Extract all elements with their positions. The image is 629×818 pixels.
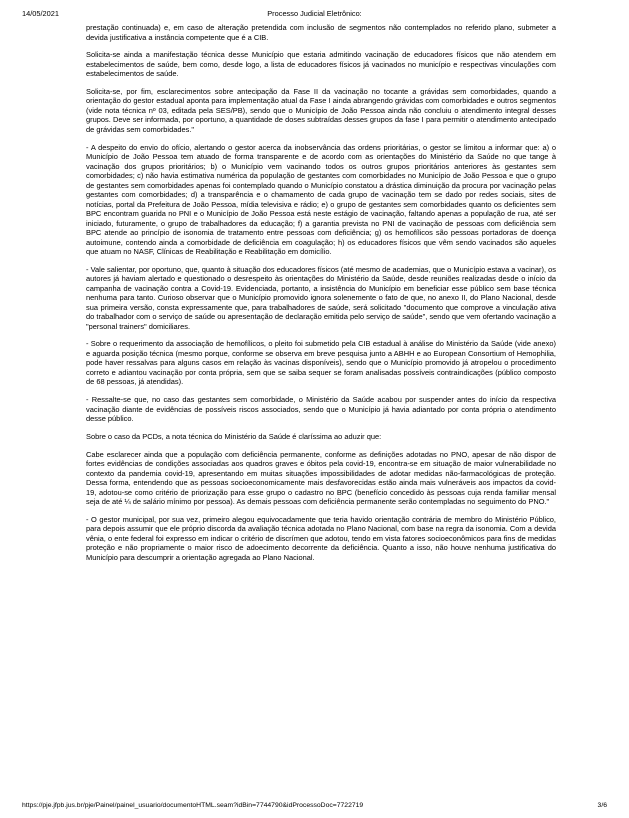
print-date: 14/05/2021 <box>22 9 59 18</box>
page-title: Processo Judicial Eletrônico: <box>267 9 362 18</box>
paragraph: Solicita-se, por fim, esclarecimentos sobre antecipação da Fase II da vacinação no tocante a grávidas sem comorbidades, quando a orientação do gestor estadual aponta para implementação atual da Fase I ainda abrangendo grávidas com comorbidades e outros segmentos (vide nota técnica nº 03, editada pela SES/PB), sendo que o Município de João Pessoa ainda não concluiu o atendimento integral desses grupos. Deve ser informada, por oportuno, a quantidade de doses subtraídas desses grupos da fase I para permitir o atendimento antecipado de grávidas sem comorbidades." <box>86 86 556 134</box>
paragraph: - Sobre o requerimento da associação de hemofílicos, o pleito foi submetido pela CIB estadual à análise do Ministério da Saúde (vide anexo) e aguarda posição técnica (mesmo porque, conforme se observa em breve pesquisa junto a ABHH e ao European Consortium of Hemophilia, pode haver ressalvas para alguns casos em relação às vacinas disponíveis), sendo que o Município promovido já atropelou o procedimento correto e adiantou vacinação por conta própria, sem que se saiba sequer se foram analisadas possíveis contraindicações (público composto de 68 pessoas, já atendidas). <box>86 339 556 387</box>
paragraph: - O gestor municipal, por sua vez, primeiro alegou equivocadamente que teria havido orientação contrária de membro do Ministério Público, para depois assumir que ele próprio discorda da avaliação técnica adotada no Plano Nacional, com base na regra da isonomia. Com a devida vênia, o ente federal foi expresso em indicar o critério de discrímen que adotou, tendo em vista fatores socioeconômicos para fins de medidas proteção e não propriamente o maior risco de adoecimento decorrente da deficiência. Quanto a isso, não houve nenhuma justificativa do Município para descumprir a orientação agregada ao Plano Nacional. <box>86 514 556 562</box>
paragraph: - A despeito do envio do ofício, alertando o gestor acerca da inobservância das ordens prioritárias, o gestor se limitou a informar que: a) o Município de João Pessoa tem atuado de forma transparente e de acordo com as orientações do Ministério da Saúde no que tange à vacinação dos grupos prioritários; b) o Município vem vacinando todos os outros grupos prioritários anteriores às gestantes sem comorbidades; c) não havia estimativa numérica da população de gestantes com comorbidades no Município de João Pessoa e que o grupo de gestantes sem comorbidades apenas foi contemplado quando o Município constatou a drástica diminuição da procura por vacinação pelas gestantes com comorbidades; d) a transparência e o chamamento de cada grupo de vacinação tem se dado por redes sociais, sites de notícias, portal da Prefeitura de João Pessoa, mídia televisiva e rádio; e) o grupo de gestantes sem comorbidades quanto os deficientes sem BPC encontram guarida no PNI e o Município de João Pessoa está neste estágio de vacinação, faltando apenas a população de rua, até ser iniciado, futuramente, o grupo de trabalhadores da educação; f) a garantia prevista no PNI de vacinação de pessoas com deficiência sem BPC atende ao princípio de isonomia de tratamento entre pessoas com deficiência; g) os hemofílicos são pessoas portadoras de doença autoimune, contendo ainda a comorbidade de deficiência em coagulação; h) os educadores físicos que vêm sendo vacinados são aqueles que atuam no NASF, Clínicas de Reabilitação e Reabilitação em domicílio. <box>86 142 556 257</box>
quoted-paragraph: Cabe esclarecer ainda que a população com deficiência permanente, conforme as definições adotadas no PNO, apesar de não dispor de fortes evidências de condições associadas aos quadros graves e óbitos pela covid-19, encontra-se em situação de maior vulnerabilidade no contexto da pandemia covid-19, apresentando em muitas situações impossibilidades de adotar medidas não-farmacológicas de proteção. Dessa forma, entendendo que as pessoas socioeconomicamente mais desfavorecidas estão ainda mais vulneráveis aos impactos da covid-19, adotou-se como critério de priorização para esse grupo o cadastro no BPC (benefício concedido às pessoas cuja renda familiar mensal seja de até ¼ de salário mínimo por pessoa). As demais pessoas com deficiência permanente serão contempladas no seguimento do PNO." <box>86 449 556 506</box>
document-body <box>86 23 556 570</box>
paragraph: - Vale salientar, por oportuno, que, quanto à situação dos educadores físicos (até mesmo de academias, que o Município estava a vacinar), os autores já haviam alertado e questionado o desrespeito às orientações do Ministério da Saúde, desde reuniões realizadas desde o início da campanha de vacinação contra a Covid-19. Evidenciada, portanto, a insistência do Município em beneficiar esse público sem base técnica nenhuma para tanto. Curioso observar que o Município promovido ignora solenemente o fato de que, no anexo II, do Plano Nacional, desde sua primeira versão, consta expressamente que, para trabalhadores de saúde, será solicitado "documento que comprove a vinculação ativa do trabalhador com o serviço de saúde ou apresentação de declaração emitida pelo serviço de saúde", sendo que vem ofertando vacinação a "personal trainers" domiciliares. <box>86 264 556 331</box>
page-footer <box>22 800 607 812</box>
paragraph: Solicita-se ainda a manifestação técnica desse Município que estaria admitindo vacinação de educadores físicos que não atendem em estabelecimentos de saúde, bem como, desde logo, a lista de educadores físicos já vacinados no município e respectivas vinculações com estabelecimentos de saúde. <box>86 50 556 79</box>
document-url: https://pje.jfpb.jus.br/pje/Painel/painel_usuario/documentoHTML.seam?idBin=7744790&idProcessoDoc=7722719 <box>22 802 364 809</box>
paragraph: prestação continuada) e, em caso de alteração pretendida com inclusão de segmentos não contemplados no referido plano, submeter a devida justificativa a instância competente que é a CIB. <box>86 23 556 42</box>
paragraph: Sobre o caso da PCDs, a nota técnica do Ministério da Saúde é claríssima ao aduzir que: <box>86 431 382 441</box>
page-number: 3/6 <box>597 802 607 809</box>
page-header <box>22 8 607 20</box>
paragraph: - Ressalte-se que, no caso das gestantes sem comorbidade, o Ministério da Saúde acabou por suspender antes do início da respectiva vacinação diante de evidências de possíveis riscos associados, sendo que o Município já havia adiantado por conta própria o atendimento desse público. <box>86 395 556 424</box>
